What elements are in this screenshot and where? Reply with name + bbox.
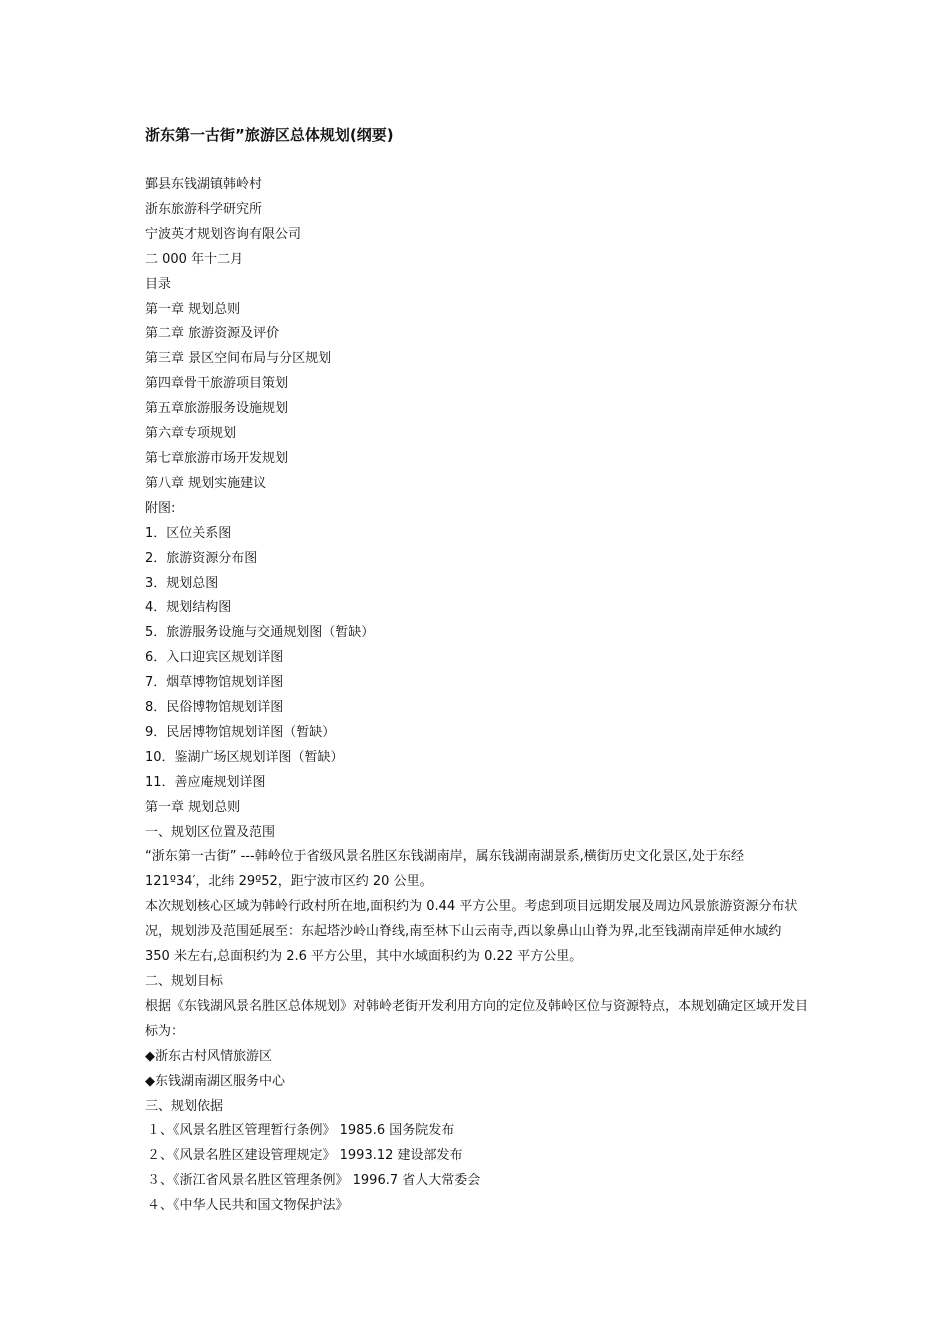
section-heading: 三、规划依据 [145,1098,224,1114]
toc-item: 第一章 规划总则 [145,301,241,317]
figure-item: 9．民居博物馆规划详图（暂缺） [145,724,336,740]
chapter-heading: 第一章 规划总则 [145,799,241,815]
basis-item: １、《风景名胜区管理暂行条例》 1985.6 国务院发布 [147,1123,455,1139]
figure-item: 3．规划总图 [145,575,219,591]
institute-line: 浙东旅游科学研究所 [145,201,263,217]
toc-heading: 目录 [145,276,172,292]
paragraph-location: “浙东第一古街” ---韩岭位于省级风景名胜区东钱湖南岸，属东钱湖南湖景系,横街历史文化景区,处于东经 121º34′，北纬 29º52，距宁波市区约 20 公里。 [145,849,744,890]
date-line: 二 000 年十二月 [145,251,244,267]
section-heading: 二、规划目标 [145,974,224,989]
basis-item: ２、《风景名胜区建设管理规定》 1993.12 建设部发布 [147,1148,463,1164]
location-line: 鄞县东钱湖镇韩岭村 [145,177,263,192]
document-title: 浙东第一古街”旅游区总体规划(纲要) [145,126,394,144]
toc-item: 第八章 规划实施建议 [145,475,267,491]
paragraph-scope: 本次规划核心区域为韩岭行政村所在地,面积约为 0.44 平方公里。考虑到项目远期发展及周边风景旅游资源分布状况，规划涉及范围延展至：东起塔沙岭山脊线,南至林下山云南寺,西以象鼻山山脊为界,北至钱湖南岸延伸水域约 350 米左右,总面积约为 2.6 平方公里，其中水域面积约为 0.22 平方公里。 [145,899,798,965]
figure-item: 6．入口迎宾区规划详图 [145,650,284,666]
company-line: 宁波英才规划咨询有限公司 [145,226,302,242]
basis-item: ４、《中华人民共和国文物保护法》 [147,1198,349,1214]
figures-heading: 附图: [145,500,176,516]
goal-item: ◆浙东古村风情旅游区 [145,1048,272,1064]
toc-item: 第五章旅游服务设施规划 [145,401,289,417]
toc-item: 第四章骨干旅游项目策划 [145,376,289,392]
toc-item: 第二章 旅游资源及评价 [145,326,280,342]
paragraph-goals: 根据《东钱湖风景名胜区总体规划》对韩岭老街开发利用方向的定位及韩岭区位与资源特点，本规划确定区域开发目标为： [145,998,809,1039]
figure-item: 1．区位关系图 [145,525,232,541]
figure-item: 8．民俗博物馆规划详图 [145,700,284,716]
figure-item: 2．旅游资源分布图 [145,550,258,566]
basis-item: ３、《浙江省风景名胜区管理条例》 1996.7 省人大常委会 [147,1173,481,1189]
figure-item: 11．善应庵规划详图 [145,774,266,790]
figure-item: 10．鉴湖广场区规划详图（暂缺） [145,749,344,765]
figure-item: 7．烟草博物馆规划详图 [145,675,284,691]
document-body [145,124,810,1219]
goal-item: ◆东钱湖南湖区服务中心 [145,1073,285,1089]
figure-item: 5．旅游服务设施与交通规划图（暂缺） [145,625,375,641]
toc-item: 第六章专项规划 [145,426,237,442]
figure-item: 4．规划结构图 [145,600,232,616]
toc-item: 第三章 景区空间布局与分区规划 [145,351,332,367]
toc-item: 第七章旅游市场开发规划 [145,450,289,466]
section-heading: 一、规划区位置及范围 [145,824,276,840]
